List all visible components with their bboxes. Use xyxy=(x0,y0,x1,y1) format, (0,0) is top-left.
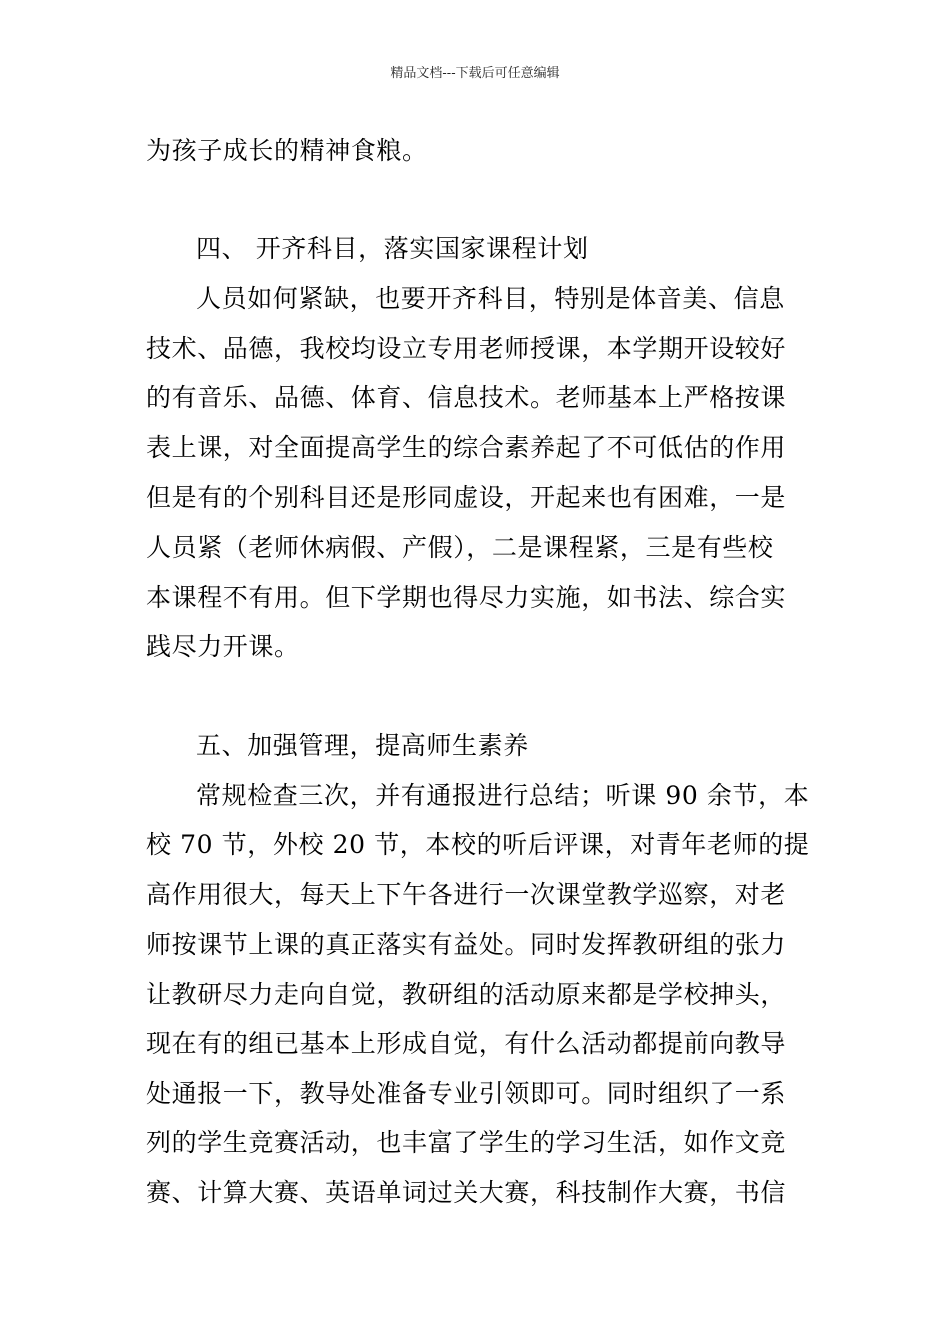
section-heading-4: 四、 开齐科目，落实国家课程计划 xyxy=(196,234,589,263)
paragraph-line: 但是有的个别科目还是形同虚设，开起来也有困难，一是 xyxy=(146,483,787,512)
paragraph-line: 处通报一下，教导处准备专业引领即可。同时组织了一系 xyxy=(146,1079,787,1108)
paragraph-line: 的有音乐、品德、体育、信息技术。老师基本上严格按课 xyxy=(146,383,787,412)
page-header: 精品文档---下载后可任意编辑 xyxy=(390,66,560,81)
paragraph-line: 赛、计算大赛、英语单词过关大赛，科技制作大赛，书信 xyxy=(146,1178,787,1207)
section-heading-5: 五、加强管理，提高师生素养 xyxy=(196,731,529,760)
paragraph-line: 本课程不有用。但下学期也得尽力实施，如书法、综合实 xyxy=(146,583,787,612)
paragraph-line: 列的学生竞赛活动，也丰富了学生的学习生活，如作文竞 xyxy=(146,1128,787,1157)
paragraph-line: 技术、品德，我校均设立专用老师授课，本学期开设较好 xyxy=(146,334,787,363)
paragraph-line: 人员紧（老师休病假、产假），二是课程紧，三是有些校 xyxy=(146,533,774,562)
paragraph-line: 让教研尽力走向自觉，教研组的活动原来都是学校抻头， xyxy=(146,980,787,1009)
paragraph-line: 常规检查三次，并有通报进行总结；听课 90 余节，本 xyxy=(196,781,810,810)
paragraph-line: 为孩子成长的精神食粮。 xyxy=(146,136,428,165)
paragraph-line: 现在有的组已基本上形成自觉，有什么活动都提前向教导 xyxy=(146,1029,787,1058)
paragraph-line: 践尽力开课。 xyxy=(146,632,300,661)
paragraph-line: 表上课，对全面提高学生的综合素养起了不可低估的作用 xyxy=(146,433,787,462)
paragraph-line: 校 70 节，外校 20 节，本校的听后评课，对青年老师的提 xyxy=(146,830,810,859)
paragraph-line: 人员如何紧缺，也要开齐科目，特别是体音美、信息 xyxy=(196,284,785,313)
paragraph-line: 师按课节上课的真正落实有益处。同时发挥教研组的张力 xyxy=(146,930,787,959)
paragraph-line: 高作用很大，每天上下午各进行一次课堂教学巡察，对老 xyxy=(146,880,787,909)
